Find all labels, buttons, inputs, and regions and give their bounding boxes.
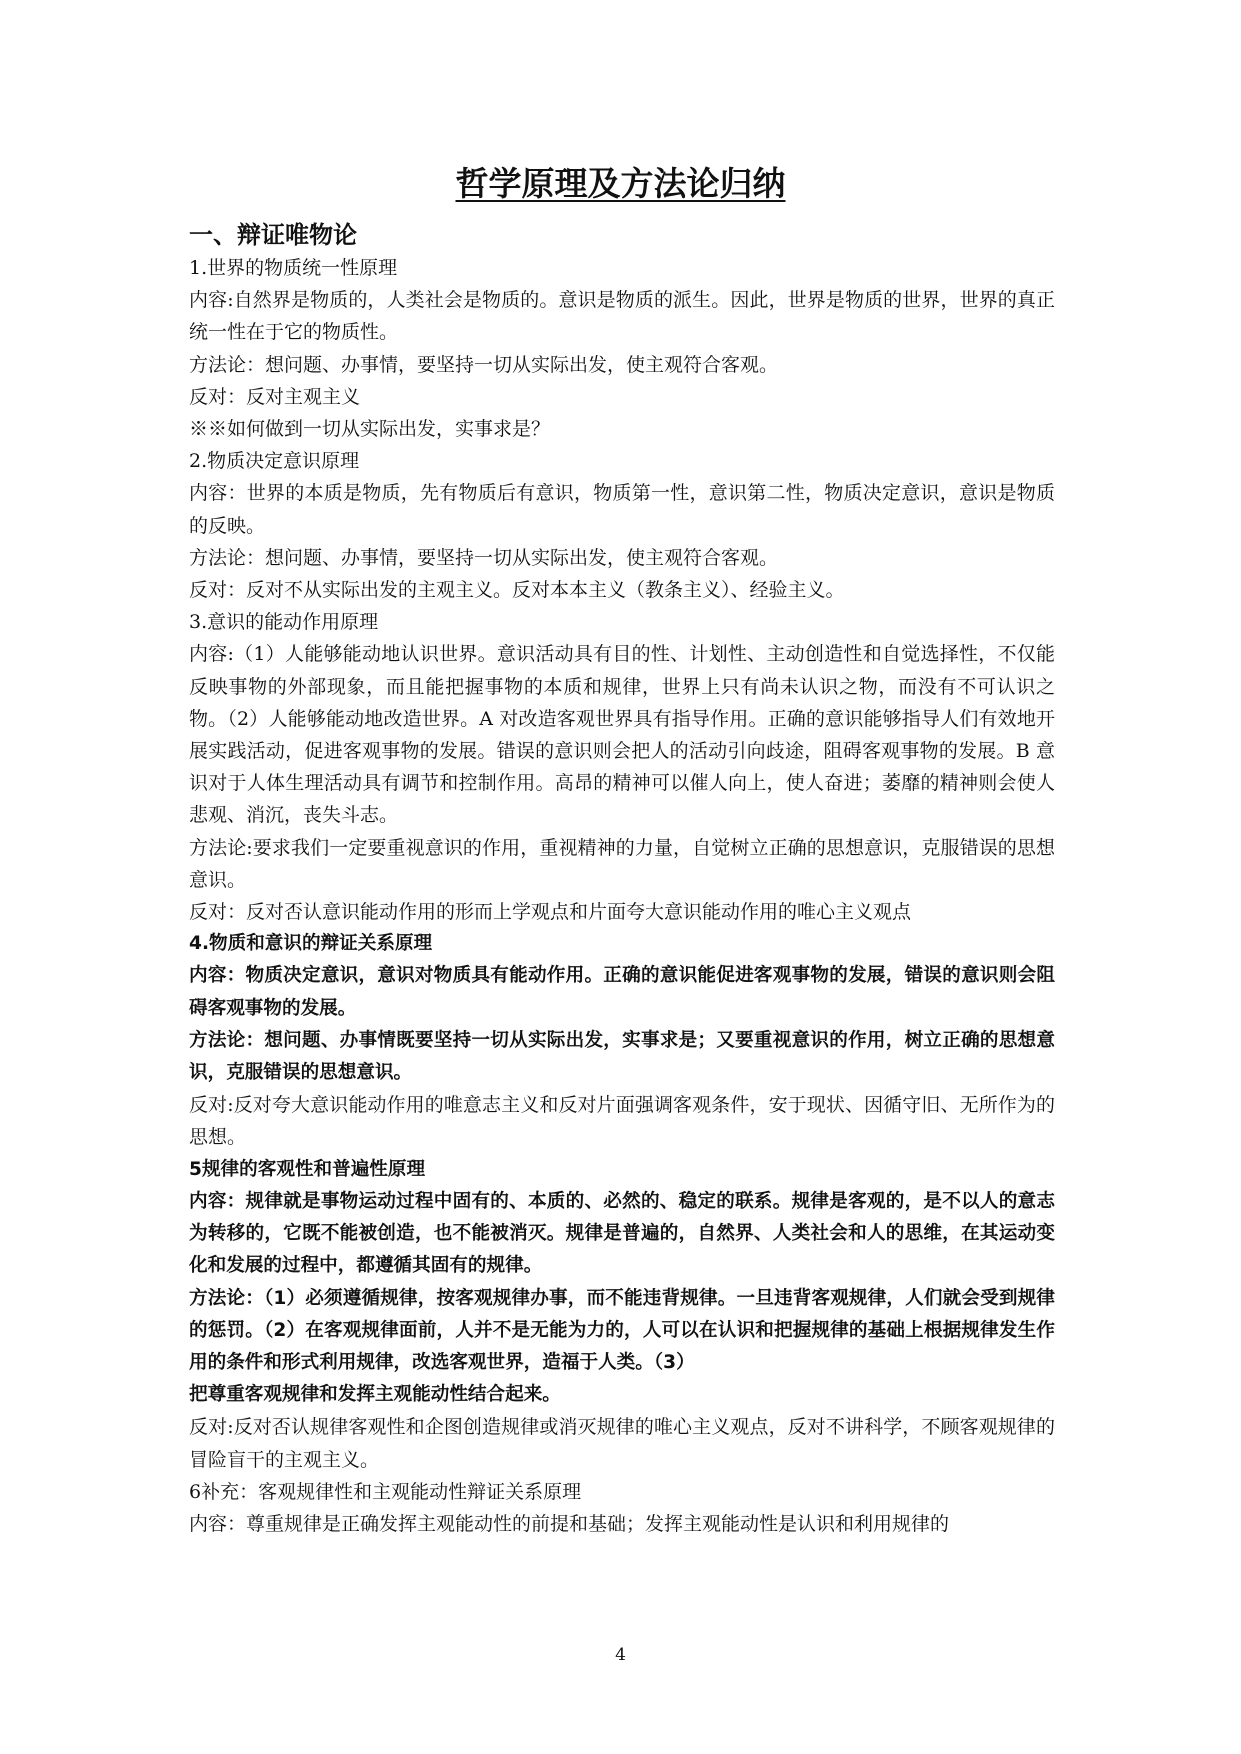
paragraph: 内容:自然界是物质的，人类社会是物质的。意识是物质的派生。因此，世界是物质的世界，世界的真正统一性在于它的物质性。 xyxy=(189,289,1055,344)
paragraph: 把尊重客观规律和发挥主观能动性结合起来。 xyxy=(189,1384,561,1406)
paragraph: 内容：世界的本质是物质，先有物质后有意识，物质第一性，意识第二性，物质决定意识，意识是物质的反映。 xyxy=(189,482,1055,537)
document-body xyxy=(189,252,1055,1540)
paragraph: 反对：反对主观主义 xyxy=(189,385,361,408)
paragraph: 3.意识的能动作用原理 xyxy=(189,611,379,634)
paragraph: 内容：物质决定意识，意识对物质具有能动作用。正确的意识能促进客观事物的发展，错误的意识则会阻碍客观事物的发展。 xyxy=(189,965,1055,1019)
paragraph: 方法论：想问题、办事情，要坚持一切从实际出发，使主观符合客观。 xyxy=(189,546,779,569)
section-heading: 一、辩证唯物论 xyxy=(189,221,357,249)
paragraph: 5规律的客观性和普遍性原理 xyxy=(189,1158,426,1180)
paragraph: 内容:（1）人能够能动地认识世界。意识活动具有目的性、计划性、主动创造性和自觉选择性，不仅能反映事物的外部现象，而且能把握事物的本质和规律，世界上只有尚未认识之物，而没有不可认识之物。（2）人能够能动地改造世界。A 对改造客观世界具有指导作用。正确的意识能够指导人们有效地开展实践活动，促进客观事物的发展。错误的意识则会把人的活动引向歧途，阻碍客观事物的发展。B 意识对于人体生理活动具有调节和控制作用。高昂的精神可以催人向上，使人奋进；萎靡的精神则会使人悲观、消沉，丧失斗志。 xyxy=(189,643,1055,827)
paragraph: 方法论：想问题、办事情，要坚持一切从实际出发，使主观符合客观。 xyxy=(189,353,779,376)
paragraph: 6补充：客观规律性和主观能动性辩证关系原理 xyxy=(189,1480,582,1503)
paragraph: 反对：反对不从实际出发的主观主义。反对本本主义（教条主义）、经验主义。 xyxy=(189,579,845,602)
paragraph: 内容：规律就是事物运动过程中固有的、本质的、必然的、稳定的联系。规律是客观的，是不以人的意志为转移的，它既不能被创造，也不能被消灭。规律是普遍的，自然界、人类社会和人的思维，在其运动变化和发展的过程中，都遵循其固有的规律。 xyxy=(189,1190,1055,1277)
paragraph: 方法论：想问题、办事情既要坚持一切从实际出发，实事求是；又要重视意识的作用，树立正确的思想意识，克服错误的思想意识。 xyxy=(189,1029,1055,1084)
paragraph: 反对:反对夸大意识能动作用的唯意志主义和反对片面强调客观条件，安于现状、因循守旧、无所作为的思想。 xyxy=(189,1094,1055,1149)
paragraph: 2.物质决定意识原理 xyxy=(189,450,360,473)
paragraph: 方法论：（1）必须遵循规律，按客观规律办事，而不能违背规律。一旦违背客观规律，人们就会受到规律的惩罚。（2）在客观规律面前，人并不是无能为力的，人可以在认识和把握规律的基础上根据规律发生作用的条件和形式利用规律，改选客观世界，造福于人类。（3） xyxy=(189,1287,1055,1373)
page-number: 4 xyxy=(615,1645,626,1665)
paragraph: 1.世界的物质统一性原理 xyxy=(189,257,398,279)
paragraph: 方法论:要求我们一定要重视意识的作用，重视精神的力量，自觉树立正确的思想意识，克服错误的思想意识。 xyxy=(189,836,1055,891)
paragraph: 反对:反对否认规律客观性和企图创造规律或消灭规律的唯心主义观点，反对不讲科学，不顾客观规律的冒险盲干的主观主义。 xyxy=(189,1416,1055,1471)
paragraph: 反对：反对否认意识能动作用的形而上学观点和片面夸大意识能动作用的唯心主义观点 xyxy=(189,901,912,924)
paragraph: 内容：尊重规律是正确发挥主观能动性的前提和基础；发挥主观能动性是认识和利用规律的 xyxy=(189,1512,950,1535)
paragraph: ※※如何做到一切从实际出发，实事求是？ xyxy=(189,418,551,441)
page-title: 哲学原理及方法论归纳 xyxy=(455,164,786,203)
paragraph: 4.物质和意识的辩证关系原理 xyxy=(189,933,433,955)
